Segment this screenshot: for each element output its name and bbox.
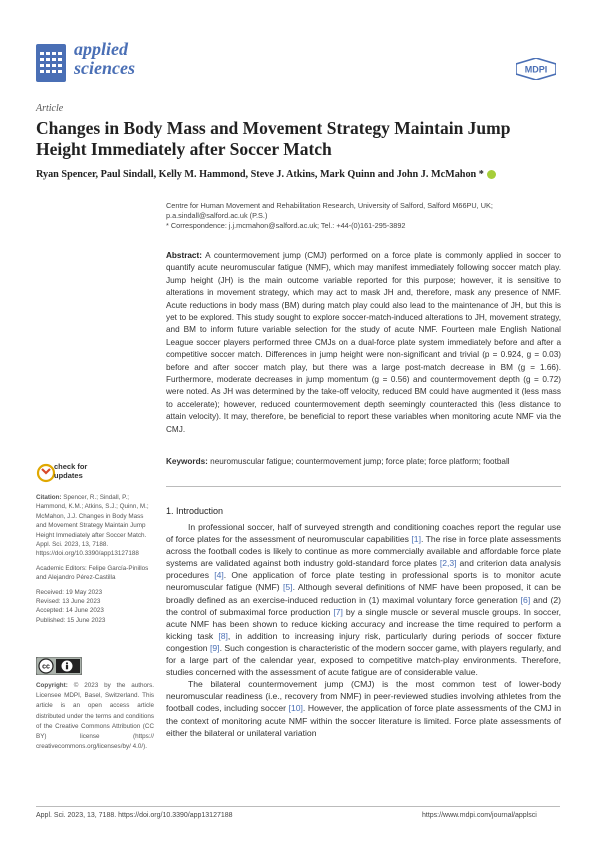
copyright-label: Copyright: (36, 682, 68, 689)
citation-link[interactable]: [9] (210, 642, 220, 653)
affiliations (166, 201, 561, 231)
sidebar-meta (36, 493, 154, 625)
correspondence-line: * Correspondence: j.j.mcmahon@salford.ac.uk; Tel.: +44-(0)161-295-3892 (166, 221, 406, 230)
paragraph-text: In professional soccer, half of surveyed strength and conditioning coaches report the regular use of force plates for the assessment of neuromuscular capabilities (166, 522, 561, 545)
paragraph-text: . Such congestion is characteristic of the modern soccer game, with players regularly, and for a large part of the calendar year, exposed to competitive match-play environments. Therefore, studies concerned with the assessment of acute fatigue are of considerable value. (166, 642, 561, 678)
paragraph-1 (166, 521, 561, 678)
accepted-date: Accepted: 14 June 2023 (36, 607, 104, 615)
copyright-text: © 2023 by the authors. Licensee MDPI, Basel, Switzerland. This article is an open access article distributed under the terms and conditions of the Creative Commons Attribution (CC BY) license (https:// creativecommons.org/licenses/by/ 4.0/). (36, 682, 154, 751)
footer-citation: Appl. Sci. 2023, 13, 7188. https://doi.org/10.3390/app13127188 (36, 812, 233, 819)
svg-text:cc: cc (42, 663, 50, 671)
mdpi-logo-text: MDPI (524, 64, 548, 75)
check-updates-line2: updates (54, 471, 83, 480)
journal-logo-icon (36, 44, 66, 82)
citation-link[interactable]: [1] (411, 534, 421, 545)
revised-date: Revised: 13 June 2023 (36, 598, 101, 606)
citation-link[interactable]: [10] (288, 703, 303, 714)
mdpi-logo-icon (516, 58, 556, 80)
footer-divider (36, 806, 560, 807)
keywords-text: neuromuscular fatigue; countermovement jump; force plate; force platform; football (210, 457, 510, 466)
keywords (166, 456, 561, 468)
orcid-icon[interactable] (487, 170, 496, 179)
article-title: Changes in Body Mass and Movement Strategy Maintain Jump Height Immediately after Soccer Match (36, 118, 511, 159)
abstract-label: Abstract: (166, 251, 202, 260)
affiliation-line1: Centre for Human Movement and Rehabilitation Research, University of Salford, Salford M66PU, UK; (166, 201, 493, 210)
citation-link[interactable]: [6] (520, 594, 531, 605)
journal-name-line1: applied (74, 39, 128, 59)
copyright-notice (36, 681, 154, 752)
check-updates-icon (36, 463, 56, 483)
keywords-label: Keywords: (166, 457, 208, 466)
citation-block (36, 493, 154, 559)
citation-link[interactable]: [4] (214, 570, 224, 581)
affiliation-line2: p.a.sindall@salford.ac.uk (P.S.) (166, 211, 268, 220)
received-date: Received: 19 May 2023 (36, 588, 103, 596)
citation-label: Citation: (36, 494, 62, 501)
paragraph-text: . Although several definitions of NMF have been proposed, it can be broadly defined as an exercise-induced reduction in (1) maximal voluntary force generation (166, 582, 561, 605)
abstract-text: A countermovement jump (CMJ) performed on a force plate is commonly applied in soccer to quantify acute neuromuscular fatigue (NMF), which may manifest immediately following soccer match play. Jump height (JH) is the main outcome variable reported for this purpose; however, it is sensitive to alterations in movement strategy, which may act to mask JH and, therefore, mask any presence of NMF. Acute reductions in body mass (BM) during match play could also lead to the maintenance of JH, but this is yet to be explored. This study sought to explore soccer-match-induced alterations to JH, movement strategy, and BM to inform future variable selection for the study of acute NMF. Fourteen male English National League soccer players performed three CMJs on a dual-force plate system immediately before and after a competitive soccer match. Differences in jump height were non-significant and trivial (p = 0.924, g = 0.03) before and after soccer match play, but there was a large post-match decrease in BM (g = 1.66). Furthermore, moderate decreases in jump momentum (g = 0.56) and countermovement depth (g = 0.72) were noted. As JH was determined by the take-off velocity, reduced BM could have augmented it (less mass to accelerate); however, reduced countermovement depth seemingly counteracted this (less distance to attain velocity). It may, therefore, be beneficial to report these variables when monitoring acute NMF via the CMJ. (166, 251, 561, 434)
paragraph-text: by a single muscle or several muscle groups. In soccer, acute NMF has been shown to reduce kicking accuracy and increase the time required to perform a kicking task (166, 606, 561, 641)
paragraph-text: and criterion data analysis procedures (166, 558, 561, 581)
body-text (166, 521, 561, 739)
paragraph-2 (166, 678, 561, 738)
academic-editors: Academic Editors: Felipe García-Pinillos and Alejandro Pérez-Castilla (36, 564, 149, 582)
citation-text: Spencer, R.; Sindall, P.; Hammond, K.M.; Atkins, S.J.; Quinn, M.; McMahon, J.J. Changes in Body Mass and Movement Strategy Maintain Jump Height Immediately after Soccer Match. Appl. Sci. 2023, 13, 7188. https://doi.org/10.3390/app13127188 (36, 494, 149, 558)
cc-by-license-icon[interactable] (36, 657, 82, 675)
authors-text: Ryan Spencer, Paul Sindall, Kelly M. Hammond, Steve J. Atkins, Mark Quinn and John J. McMahon * (36, 169, 484, 180)
paragraph-text: and (2) the control of submaximal force production (166, 594, 561, 617)
abstract (166, 250, 561, 436)
paragraph-text: , in addition to increasing injury risk, particularly during periods of soccer fixture congestion (166, 630, 561, 653)
check-updates-text (54, 462, 87, 480)
author-list (36, 169, 556, 180)
citation-link[interactable]: [7] (333, 606, 343, 617)
article-type: Article (36, 103, 64, 114)
footer-journal-url[interactable]: https://www.mdpi.com/journal/applsci (422, 812, 537, 819)
citation-link[interactable]: [5] (283, 582, 293, 593)
journal-name-line2: sciences (74, 58, 135, 78)
check-for-updates-button[interactable] (36, 461, 116, 485)
citation-link[interactable]: [8] (218, 630, 228, 641)
journal-name (74, 40, 135, 78)
paragraph-text: The bilateral countermovement jump (CMJ) is the most common test of lower-body neuromuscular readiness (i.e., recovery from NMF) in peer-reviewed studies involving athletes from the football codes, including soccer (166, 679, 561, 714)
section-divider (166, 486, 561, 487)
paragraph-text: . However, the application of force plate assessments of the CMJ in the context of monitoring acute NMF within the soccer literature is limited. Force plate assessments of either the bilateral or unilateral variation (166, 703, 561, 738)
paragraph-text: . The rise in force plate assessments across the football codes is likely to continue as more commercially available and affordable force plate systems are validated against both industry gold-standard force plates (166, 534, 561, 569)
published-date: Published: 15 June 2023 (36, 616, 106, 624)
citation-link[interactable]: [2,3] (439, 558, 457, 569)
check-updates-line1: check for (54, 462, 88, 471)
paragraph-text: . One application of force plate testing in professional sports is to monitor acute neuromuscular fatigue (NMF) (166, 570, 561, 593)
section-heading: 1. Introduction (166, 506, 224, 516)
